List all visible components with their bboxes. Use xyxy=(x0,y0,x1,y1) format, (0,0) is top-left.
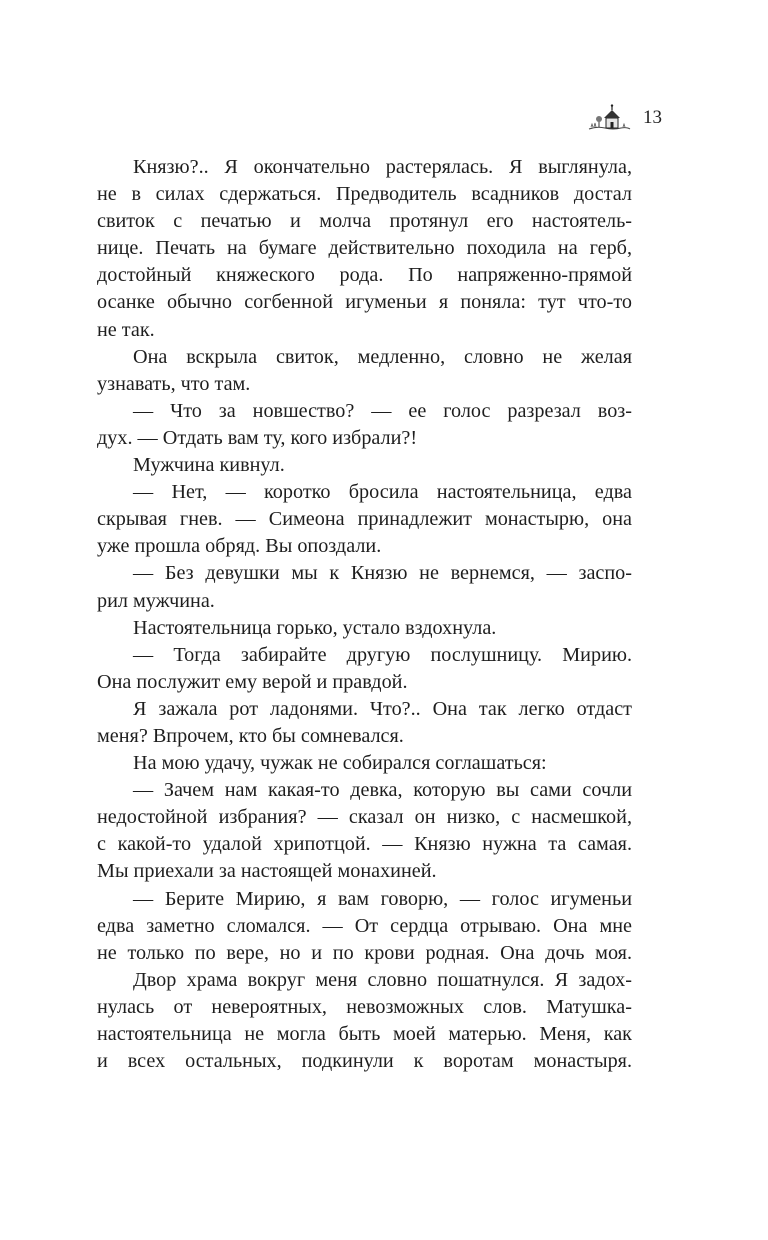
text-line: — Что за новшество? — ее голос разрезал воз- xyxy=(133,399,632,422)
text-line: — Берите Мирию, я вам говорю, — голос игуменьи xyxy=(133,887,632,910)
text-line: — Зачем нам какая-то девка, которую вы сами сочли xyxy=(133,779,632,802)
text-line: нице. Печать на бумаге действительно походила на герб, xyxy=(97,237,632,260)
text-line: нулась от невероятных, невозможных слов. Матушка- xyxy=(97,995,632,1018)
text-line: настоятельница не могла быть моей матерью. Меня, как xyxy=(97,1023,632,1045)
body-text xyxy=(97,154,632,1075)
text-line: Мужчина кивнул. xyxy=(133,454,285,477)
text-line: На мою удачу, чужак не собирался соглашаться: xyxy=(133,752,547,775)
little-house-ornament-icon xyxy=(587,103,631,133)
text-line: свиток с печатью и молча протянул его настоятель- xyxy=(97,210,632,233)
text-line: достойный княжеского рода. По напряженно-прямой xyxy=(97,264,632,287)
text-line: — Нет, — коротко бросила настоятельница, едва xyxy=(133,481,632,504)
text-line: рил мужчина. xyxy=(97,589,215,612)
text-line: едва заметно сломался. — От сердца отрываю. Она мне xyxy=(97,914,632,937)
text-line: с какой-то удалой хрипотцой. — Князю нужна та самая. xyxy=(97,833,632,856)
text-line: Князю?.. Я окончательно растерялась. Я выглянула, xyxy=(133,156,632,178)
text-line: дух. — Отдать вам ту, кого избрали?! xyxy=(97,426,418,449)
text-line: Настоятельница горько, устало вздохнула. xyxy=(133,616,497,639)
text-line: осанке обычно согбенной игуменьи я поняла: тут что-то xyxy=(97,291,632,314)
text-line: уже прошла обряд. Вы опоздали. xyxy=(97,535,382,558)
text-line: Двор храма вокруг меня словно пошатнулся. Я задох- xyxy=(133,968,632,991)
text-line: не в силах сдержаться. Предводитель всадников достал xyxy=(97,183,632,206)
text-line: Она вскрыла свиток, медленно, словно не желая xyxy=(133,345,632,368)
text-line: Мы приехали за настоящей монахиней. xyxy=(97,860,437,883)
text-line: и всех остальных, подкинули к воротам монастыря. xyxy=(97,1050,632,1073)
page-header xyxy=(587,103,662,133)
text-line: Она послужит ему верой и правдой. xyxy=(97,670,408,693)
text-line: Я зажала рот ладонями. Что?.. Она так легко отдаст xyxy=(133,697,632,720)
text-line: — Без девушки мы к Князю не вернемся, — заспо- xyxy=(133,562,632,585)
text-line: скрывая гнев. — Симеона принадлежит монастырю, она xyxy=(97,508,632,531)
text-line: узнавать, что там. xyxy=(97,372,251,395)
text-line: недостойной избрания? — сказал он низко, с насмешкой, xyxy=(97,806,632,829)
page-number: 13 xyxy=(643,107,662,128)
text-line: не так. xyxy=(97,318,155,341)
text-line: меня? Впрочем, кто бы сомневался. xyxy=(97,724,404,747)
text-line: не только по вере, но и по крови родная. Она дочь моя. xyxy=(97,941,632,964)
text-line: — Тогда забирайте другую послушницу. Мирию. xyxy=(133,643,632,666)
